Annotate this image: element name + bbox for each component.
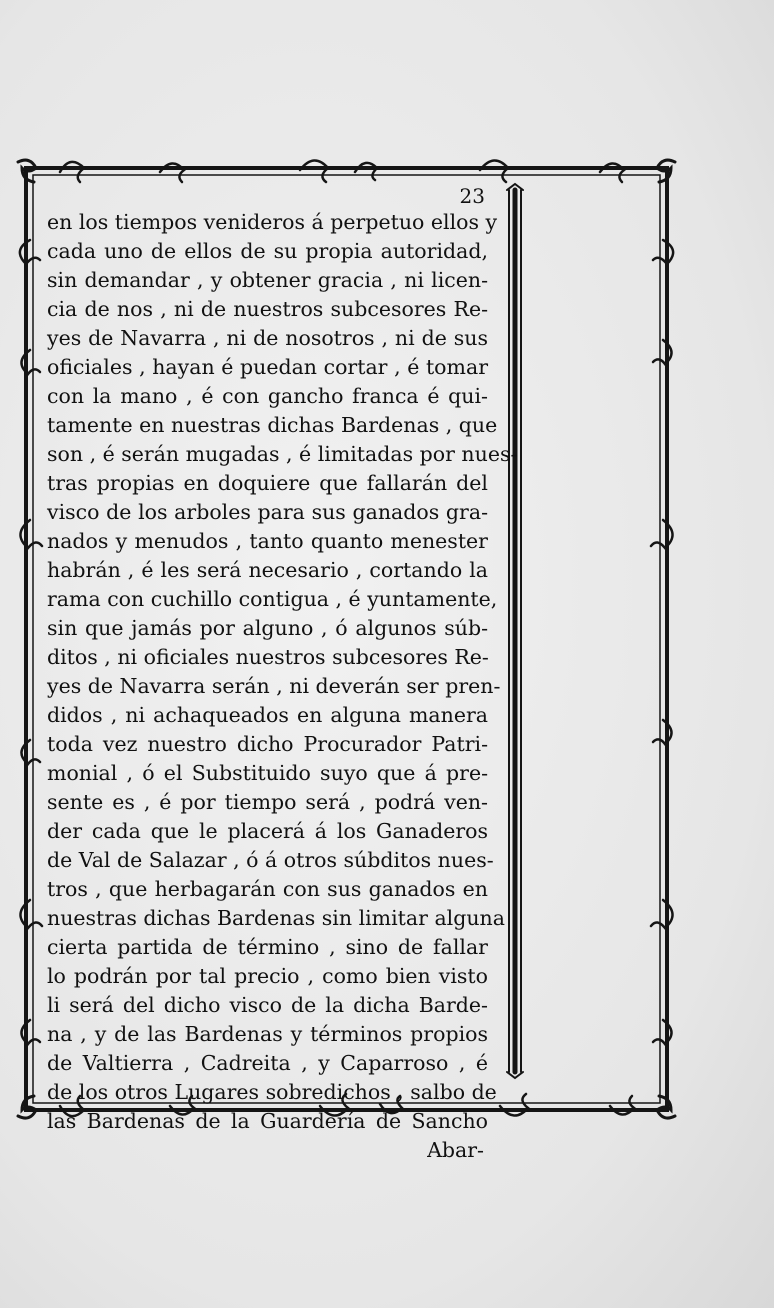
text-line: sin demandar , y obtener gracia , ni licen- — [47, 268, 488, 292]
text-line: de los otros Lugares sobredichos , salbo de — [47, 1080, 497, 1104]
text-line: monial , ó el Substituido suyo que á pre- — [47, 761, 488, 785]
text-line: sente es , é por tiempo será , podrá ven- — [47, 790, 488, 814]
text-line: tras propias en doquiere que fallarán del — [47, 471, 488, 495]
text-line: nados y menudos , tanto quanto menester — [47, 529, 488, 553]
text-line: lo podrán por tal precio , como bien visto — [47, 964, 488, 988]
text-line: cada uno de ellos de su propia autoridad, — [47, 239, 488, 263]
text-line: der cada que le placerá á los Ganaderos — [47, 819, 488, 843]
text-line: li será del dicho visco de la dicha Barde- — [47, 993, 488, 1017]
text-line: son , é serán mugadas , é limitadas por nues- — [47, 442, 518, 466]
text-line: didos , ni achaqueados en alguna manera — [47, 703, 488, 727]
text-line: con la mano , é con gancho franca é qui- — [47, 384, 488, 408]
text-line: toda vez nuestro dicho Procurador Patri- — [47, 732, 488, 756]
text-line: de Val de Salazar , ó á otros súbditos nues- — [47, 848, 494, 872]
text-line: ditos , ni oficiales nuestros subcesores Re- — [47, 645, 489, 669]
text-line: tamente en nuestras dichas Bardenas , que — [47, 413, 498, 437]
text-line: visco de los arboles para sus ganados gra- — [47, 500, 488, 524]
page-number: 23 — [459, 184, 485, 208]
text-line: de Valtierra , Cadreita , y Caparroso , é — [47, 1051, 488, 1075]
body-text — [47, 208, 518, 1165]
text-line: yes de Navarra serán , ni deverán ser pren- — [47, 674, 501, 698]
text-line: en los tiempos venideros á perpetuo ellos y — [47, 210, 498, 234]
text-line: las Bardenas de la Guardería de Sancho — [47, 1109, 488, 1133]
text-line: cierta partida de término , sino de fallar — [47, 935, 488, 959]
text-line: rama con cuchillo contigua , é yuntamente, — [47, 587, 498, 611]
text-line: oficiales , hayan é puedan cortar , é tomar — [47, 355, 488, 379]
text-line: sin que jamás por alguno , ó algunos súb- — [47, 616, 488, 640]
text-line: habrán , é les será necesario , cortando la — [47, 558, 488, 582]
catchword: Abar- — [427, 1138, 484, 1162]
text-line: cia de nos , ni de nuestros subcesores Re- — [47, 297, 488, 321]
text-line: yes de Navarra , ni de nosotros , ni de sus — [47, 326, 488, 350]
text-line: nuestras dichas Bardenas sin limitar alguna — [47, 906, 505, 930]
text-line: na , y de las Bardenas y términos propios — [47, 1022, 488, 1046]
text-line: tros , que herbagarán con sus ganados en — [47, 877, 488, 901]
